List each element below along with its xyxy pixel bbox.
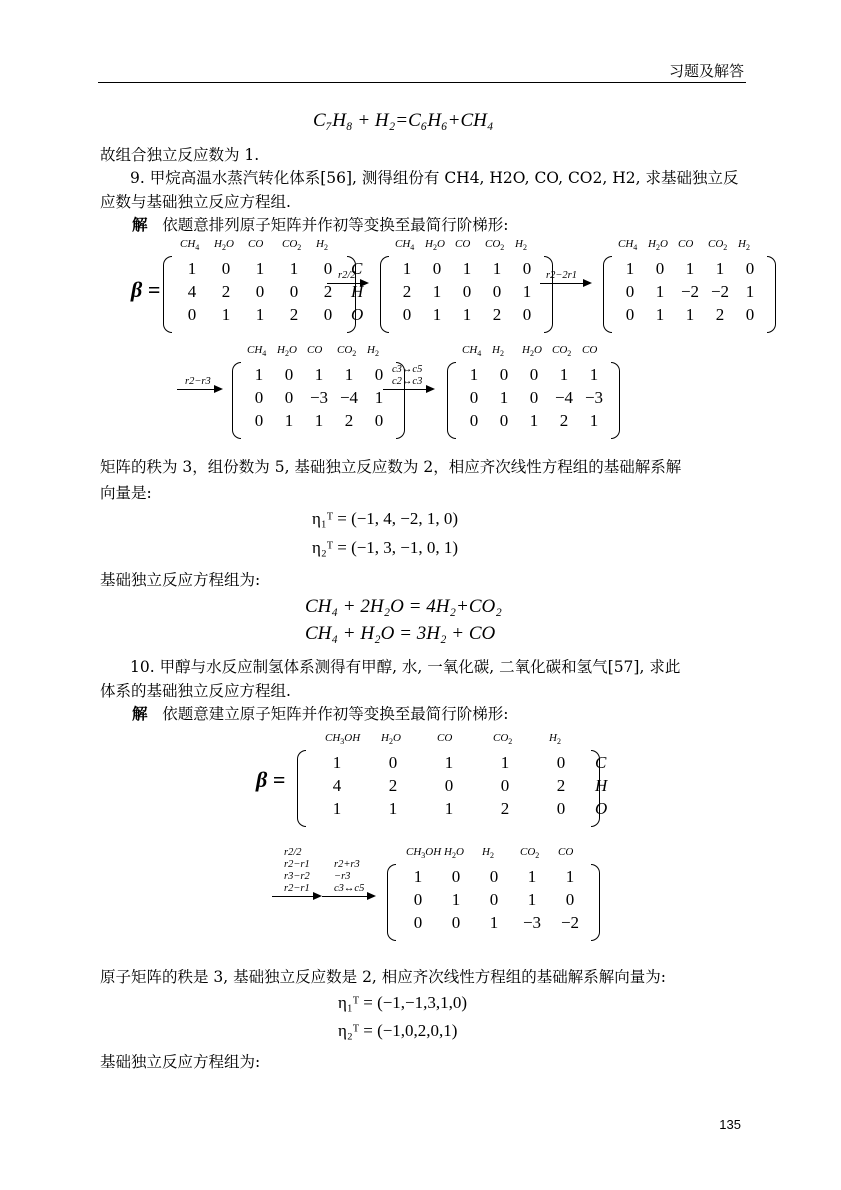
matrix-cell: 0: [556, 799, 566, 818]
matrix-column-header: $CO_2$: [520, 846, 540, 861]
problem-10-line-1: 10. 甲醇与水反应制氢体系测得有甲醇, 水, 一氧化碳, 二氧化碳和氢气[57], 求此: [130, 658, 681, 676]
matrix-row-label: H: [595, 776, 608, 795]
matrix-cell: 0: [323, 305, 333, 324]
matrix-column-header: CO: [678, 238, 694, 250]
matrix-cell: 0: [388, 753, 398, 772]
matrix-cell: 0: [221, 259, 231, 278]
matrix-right-bracket: [611, 362, 620, 439]
matrix-cell: 1: [332, 799, 342, 818]
matrix-column-header: $CO_2$: [493, 732, 513, 747]
arrow-5-label-3: r3−r2: [284, 871, 310, 882]
matrix-column-header: $H_2O$: [381, 732, 401, 747]
matrix-cell: 0: [451, 867, 461, 886]
arrow-6-label-2: −r3: [334, 871, 351, 882]
matrix-cell: 0: [522, 259, 532, 278]
matrix-left-bracket: [387, 864, 396, 941]
problem-9-vector-1: η₁ᵀ = (−1, 4, −2, 1, 0): [312, 509, 459, 528]
arrow-3-label: r2−r3: [185, 376, 211, 387]
matrix-cell: 2: [344, 411, 354, 430]
arrow-5-label-4: r2−r1: [284, 883, 310, 894]
matrix-cell: 2: [289, 305, 299, 324]
matrix-cell: 0: [451, 913, 461, 932]
matrix-cell: 2: [402, 282, 412, 301]
matrix-cell: 0: [289, 282, 299, 301]
matrix-column-header: CO: [455, 238, 471, 250]
matrix-cell: 1: [289, 259, 299, 278]
matrix-column-header: $CO_2$: [337, 344, 357, 359]
matrix-cell: 2: [559, 411, 569, 430]
matrix-cell: 0: [284, 365, 294, 384]
matrix-cell: 1: [529, 411, 539, 430]
matrix-cell: 1: [314, 411, 324, 430]
matrix-cell: 0: [529, 388, 539, 407]
matrix-cell: 4: [332, 776, 342, 795]
matrix-column-header: $H_2$: [549, 732, 561, 747]
matrix-left-bracket: [232, 362, 241, 439]
arrow-2-label: r2−2r1: [546, 270, 578, 281]
matrix-column-header: $CH_4$: [180, 238, 200, 253]
matrix-cell: 1: [500, 753, 510, 772]
matrix-cell: 1: [255, 305, 265, 324]
matrix-cell: 1: [432, 282, 442, 301]
matrix-cell: 0: [489, 890, 499, 909]
matrix-cell: 2: [556, 776, 566, 795]
matrix-column-header: $H_2$: [482, 846, 494, 861]
arrow-6-label-3: c3↔c5: [334, 883, 365, 894]
matrix-cell: 1: [489, 913, 499, 932]
matrix-cell: 1: [527, 867, 537, 886]
matrix-cell: 4: [187, 282, 197, 301]
matrix-cell: 1: [565, 867, 575, 886]
matrix-cell: 1: [374, 388, 384, 407]
matrix-column-header: $H_2$: [738, 238, 750, 253]
matrix-cell: 1: [451, 890, 461, 909]
solution-text: 依题意排列原子矩阵并作初等变换至最简行阶梯形:: [162, 216, 509, 234]
arrow-6-label-1: r2+r3: [334, 859, 360, 870]
matrix-cell: 1: [522, 282, 532, 301]
matrix-cell: 1: [432, 305, 442, 324]
matrix-column-header: $CH_4$: [618, 238, 638, 253]
matrix-cell: 0: [655, 259, 665, 278]
matrix-cell: 1: [462, 259, 472, 278]
solution-label-2: 解: [132, 704, 148, 723]
matrix-column-header: $H_2O$: [648, 238, 668, 253]
matrix-cell: 0: [625, 282, 635, 301]
problem-10-line-2: 体系的基础独立反应方程组.: [100, 682, 291, 700]
matrix-column-header: $H_2$: [515, 238, 527, 253]
page-number: 135: [719, 1117, 741, 1132]
matrix-cell: 0: [374, 411, 384, 430]
arrow-4: [383, 389, 433, 390]
matrix-left-bracket: [297, 750, 306, 827]
matrix-cell: 0: [529, 365, 539, 384]
beta-symbol-1: β =: [131, 277, 161, 302]
matrix-cell: 1: [444, 753, 454, 772]
matrix-column-header: CO: [248, 238, 264, 250]
matrix-cell: 1: [499, 388, 509, 407]
matrix-column-header: $CH_3OH$: [325, 732, 361, 747]
matrix-cell: 1: [527, 890, 537, 909]
problem-10-vector-2: η₂ᵀ = (−1,0,2,0,1): [338, 1021, 458, 1040]
matrix-right-bracket: [544, 256, 553, 333]
matrix-column-header: $CH_4$: [247, 344, 267, 359]
matrix-cell: 0: [254, 411, 264, 430]
matrix-column-header: $H_2O$: [425, 238, 445, 253]
matrix-cell: 1: [655, 282, 665, 301]
matrix-cell: 0: [469, 411, 479, 430]
matrix-column-header: $CH_4$: [395, 238, 415, 253]
matrix-cell: 0: [413, 913, 423, 932]
matrix-cell: 1: [685, 259, 695, 278]
matrix-cell: 1: [655, 305, 665, 324]
matrix-cell: 1: [462, 305, 472, 324]
matrix-column-header: $H_2O$: [277, 344, 297, 359]
matrix-column-header: $CO_2$: [708, 238, 728, 253]
matrix-cell: 0: [499, 411, 509, 430]
matrix-cell: −3: [584, 388, 604, 407]
problem-9-eqs-label: 基础独立反应方程组为:: [100, 571, 261, 589]
matrix-column-header: $H_2$: [316, 238, 328, 253]
arrow-5: [272, 896, 320, 897]
matrix-cell: 0: [374, 365, 384, 384]
matrix-row-label: C: [351, 259, 363, 278]
matrix-column-header: $H_2$: [367, 344, 379, 359]
problem-9-line-2: 应数与基础独立反应方程组.: [100, 193, 291, 211]
matrix-column-header: $CH_3OH$: [406, 846, 442, 861]
matrix-cell: 0: [323, 259, 333, 278]
arrow-4-label-2: c2↔c3: [392, 376, 423, 387]
matrix-cell: 0: [462, 282, 472, 301]
problem-10-eqs-label: 基础独立反应方程组为:: [100, 1053, 261, 1071]
matrix-cell: 1: [715, 259, 725, 278]
matrix-cell: 0: [565, 890, 575, 909]
matrix-cell: 1: [187, 259, 197, 278]
matrix-row-label: O: [595, 799, 608, 818]
matrix-cell: 1: [444, 799, 454, 818]
matrix-cell: 2: [388, 776, 398, 795]
matrix-cell: 0: [522, 305, 532, 324]
matrix-cell: 0: [500, 776, 510, 795]
problem-9-solution: [132, 213, 509, 237]
arrow-3: [177, 389, 221, 390]
matrix-cell: 1: [413, 867, 423, 886]
matrix-cell: 2: [221, 282, 231, 301]
matrix-column-header: CO: [437, 732, 453, 744]
matrix-cell: 1: [402, 259, 412, 278]
matrix-cell: 1: [314, 365, 324, 384]
matrix-cell: 1: [344, 365, 354, 384]
matrix-cell: 0: [284, 388, 294, 407]
matrix-left-bracket: [380, 256, 389, 333]
matrix-cell: 0: [625, 305, 635, 324]
matrix-cell: 1: [559, 365, 569, 384]
matrix-cell: 2: [323, 282, 333, 301]
arrow-1-label: r2/2: [338, 270, 356, 281]
matrix-cell: 1: [469, 365, 479, 384]
arrow-6: [322, 896, 374, 897]
matrix-cell: 2: [715, 305, 725, 324]
matrix-column-header: $H_2O$: [522, 344, 542, 359]
problem-9-vector-2: η₂ᵀ = (−1, 3, −1, 0, 1): [312, 538, 459, 557]
matrix-cell: 2: [500, 799, 510, 818]
matrix-cell: 1: [332, 753, 342, 772]
matrix-cell: −4: [554, 388, 574, 407]
arrow-5-label-2: r2−r1: [284, 859, 310, 870]
header-rule: [98, 82, 746, 83]
matrix-left-bracket: [447, 362, 456, 439]
matrix-cell: −3: [309, 388, 329, 407]
problem-10-solution: [132, 702, 509, 726]
matrix-cell: 1: [492, 259, 502, 278]
matrix-row-label: H: [351, 282, 364, 301]
matrix-cell: 0: [556, 753, 566, 772]
running-header: 习题及解答: [668, 62, 744, 80]
problem-9-equation-1: CH₄ + 2H₂O = 4H₂+CO₂: [305, 596, 502, 617]
matrix-cell: 1: [685, 305, 695, 324]
beta-symbol-2: β =: [256, 767, 286, 792]
arrow-4-label-1: c3↔c5: [392, 364, 423, 375]
matrix-cell: 1: [254, 365, 264, 384]
matrix-cell: 0: [499, 365, 509, 384]
matrix-row-label: C: [595, 753, 607, 772]
matrix-cell: 2: [492, 305, 502, 324]
matrix-cell: −3: [522, 913, 542, 932]
matrix-column-header: $CO_2$: [552, 344, 572, 359]
matrix-cell: 0: [402, 305, 412, 324]
matrix-cell: 0: [187, 305, 197, 324]
problem-9-rank-line-1: 矩阵的秩为 3，组份数为 5, 基础独立反应数为 2，相应齐次线性方程组的基础解系解: [100, 458, 682, 476]
matrix-cell: −2: [680, 282, 700, 301]
matrix-cell: 0: [432, 259, 442, 278]
matrix-left-bracket: [603, 256, 612, 333]
matrix-cell: 1: [284, 411, 294, 430]
matrix-cell: 0: [489, 867, 499, 886]
matrix-column-header: $H_2O$: [214, 238, 234, 253]
matrix-right-bracket: [767, 256, 776, 333]
problem-9-rank-line-2: 向量是:: [100, 484, 152, 502]
problem-9-equation-2: CH₄ + H₂O = 3H₂ + CO: [305, 623, 496, 644]
matrix-column-header: $CO_2$: [282, 238, 302, 253]
matrix-column-header: $H_2$: [492, 344, 504, 359]
matrix-cell: 0: [413, 890, 423, 909]
matrix-column-header: CO: [558, 846, 574, 858]
matrix-cell: 1: [221, 305, 231, 324]
equation-toluene: C₇H₈ + H₂=C₆H₆+CH₄: [313, 110, 494, 131]
matrix-cell: 0: [255, 282, 265, 301]
matrix-column-header: $H_2O$: [444, 846, 464, 861]
matrix-cell: 1: [255, 259, 265, 278]
conclusion-text: 故组合独立反应数为 1.: [100, 146, 260, 164]
arrow-1: [327, 283, 367, 284]
problem-9-line-1: 9. 甲烷高温水蒸汽转化体系[56], 测得组份有 CH4, H2O, CO, CO2, H2, 求基础独立反: [130, 169, 739, 187]
matrix-cell: 0: [745, 259, 755, 278]
matrix-cell: 0: [254, 388, 264, 407]
solution-text-2: 依题意建立原子矩阵并作初等变换至最简行阶梯形:: [162, 705, 509, 723]
matrix-column-header: CO: [307, 344, 323, 356]
matrix-column-header: $CH_4$: [462, 344, 482, 359]
problem-10-vector-1: η₁ᵀ = (−1,−1,3,1,0): [338, 993, 468, 1012]
matrix-column-header: CO: [582, 344, 598, 356]
matrix-cell: 1: [589, 365, 599, 384]
matrix-cell: 0: [444, 776, 454, 795]
solution-label: 解: [132, 215, 148, 234]
matrix-column-header: $CO_2$: [485, 238, 505, 253]
matrix-cell: −2: [710, 282, 730, 301]
matrix-cell: −4: [339, 388, 359, 407]
matrix-cell: 1: [745, 282, 755, 301]
matrix-cell: 1: [388, 799, 398, 818]
arrow-2: [540, 283, 590, 284]
matrix-left-bracket: [163, 256, 172, 333]
arrow-5-label-1: r2/2: [284, 847, 302, 858]
matrix-cell: 0: [745, 305, 755, 324]
matrix-cell: 1: [589, 411, 599, 430]
matrix-cell: 1: [625, 259, 635, 278]
matrix-row-label: O: [351, 305, 364, 324]
problem-10-rank: 原子矩阵的秩是 3, 基础独立反应数是 2, 相应齐次线性方程组的基础解系解向量为:: [100, 968, 667, 986]
matrix-right-bracket: [591, 864, 600, 941]
matrix-cell: 0: [492, 282, 502, 301]
matrix-cell: 0: [469, 388, 479, 407]
matrix-cell: −2: [560, 913, 580, 932]
